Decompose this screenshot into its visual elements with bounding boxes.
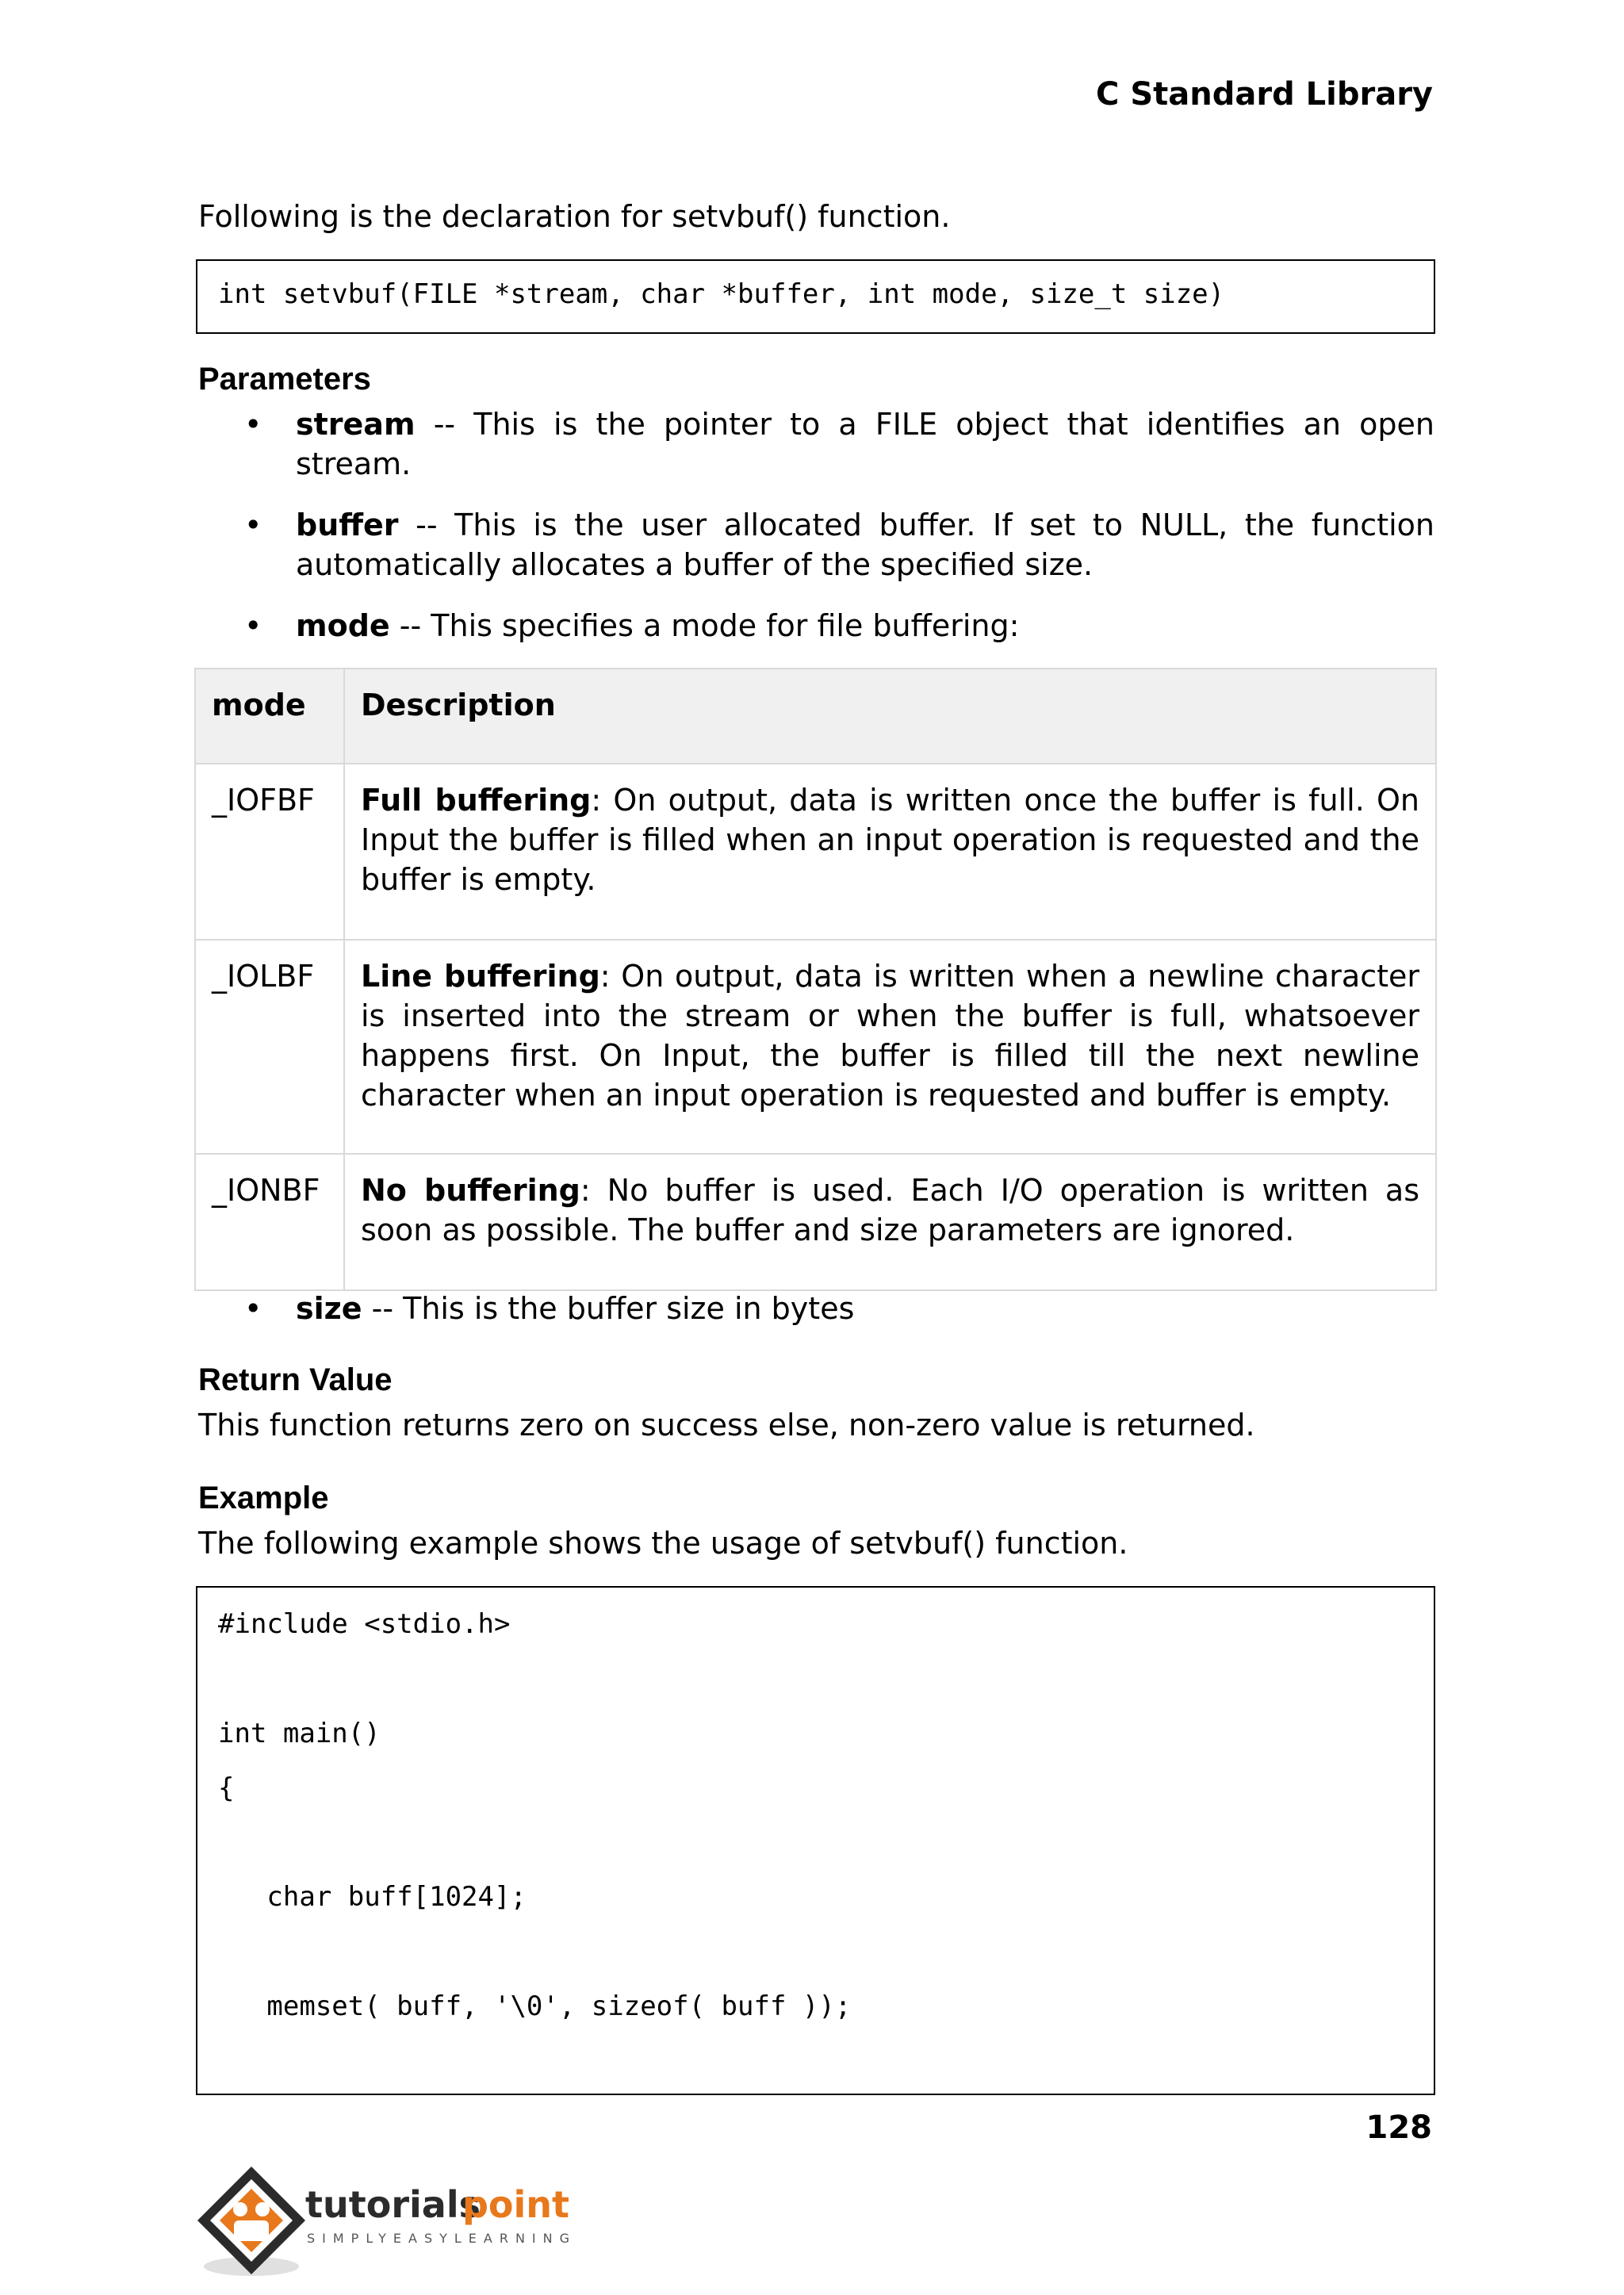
logo-graphic <box>194 2157 591 2284</box>
description-text: : On output, data is written once the buffer is full. On Input the buffer is filled when an input operation is requested and the buffer is empty. <box>361 783 1419 897</box>
description-label: No buffering <box>361 1173 580 1208</box>
code-line: { <box>218 1772 235 1804</box>
param-term: stream <box>296 407 416 442</box>
table-row <box>195 764 1436 940</box>
return-value-heading: Return Value <box>198 1362 393 1397</box>
table-row <box>195 940 1436 1154</box>
bullet-dot: • <box>244 407 262 442</box>
mode-cell: _IONBF <box>195 1154 344 1290</box>
intro-text: Following is the declaration for setvbuf() function. <box>198 199 951 234</box>
page-number: 128 <box>1365 2109 1432 2146</box>
code-line: #include <stdio.h> <box>218 1608 511 1640</box>
table-row <box>195 1154 1436 1290</box>
param-desc: -- This specifies a mode for file buffering: <box>389 608 1020 643</box>
param-size <box>296 1289 1434 1328</box>
param-term: mode <box>296 608 390 643</box>
mode-cell: _IOLBF <box>195 940 344 1154</box>
param-stream <box>296 404 1434 484</box>
description-cell <box>344 1154 1436 1290</box>
description-label: Full buffering <box>361 783 592 818</box>
description-text: : No buffer is used. Each I/O operation is written as soon as possible. The buffer and size parameters are ignored. <box>361 1173 1419 1247</box>
logo-tagline: SIMPLYEASYLEARNING <box>307 2231 577 2246</box>
param-term: size <box>296 1291 362 1326</box>
description-text: : On output, data is written when a newline character is inserted into the stream or when the buffer is full, whatsoever happens first. On Input, the buffer is filled till the next newline character when an input operation is requested and buffer is empty. <box>361 959 1419 1113</box>
code-line: char buff[1024]; <box>218 1881 527 1913</box>
param-buffer <box>296 505 1434 584</box>
declaration-code: int setvbuf(FILE *stream, char *buffer, int mode, size_t size) <box>218 278 1225 310</box>
parameters-heading: Parameters <box>198 362 371 397</box>
bullet-dot: • <box>244 1291 262 1326</box>
return-value-text: This function returns zero on success else, non-zero value is returned. <box>198 1408 1255 1443</box>
mode-cell: _IOFBF <box>195 764 344 940</box>
running-header: C Standard Library <box>1096 76 1433 113</box>
logo-text-accent: point <box>462 2183 570 2226</box>
code-line: memset( buff, '\0', sizeof( buff )); <box>218 1990 852 2022</box>
declaration-box <box>196 259 1435 334</box>
table-header-mode: mode <box>195 669 344 764</box>
description-cell <box>344 940 1436 1154</box>
table-header-row <box>195 669 1436 764</box>
param-mode <box>296 606 1434 646</box>
param-desc: -- This is the buffer size in bytes <box>362 1291 855 1326</box>
bullet-dot: • <box>244 608 262 643</box>
example-code-box <box>196 1586 1435 2095</box>
logo-text-dark: tutorials <box>305 2183 481 2226</box>
mode-table <box>194 668 1437 1291</box>
example-text: The following example shows the usage of setvbuf() function. <box>198 1526 1128 1561</box>
code-line: int main() <box>218 1718 381 1749</box>
table-header-description: Description <box>344 669 1436 764</box>
param-desc: -- This is the pointer to a FILE object that identifies an open stream. <box>296 407 1434 481</box>
example-heading: Example <box>198 1481 329 1515</box>
tutorialspoint-logo <box>194 2157 591 2287</box>
description-label: Line buffering <box>361 959 600 994</box>
param-term: buffer <box>296 508 399 542</box>
description-cell <box>344 764 1436 940</box>
param-desc: -- This is the user allocated buffer. If set to NULL, the function automatically allocates a buffer of the specified size. <box>296 508 1434 582</box>
bullet-dot: • <box>244 508 262 542</box>
